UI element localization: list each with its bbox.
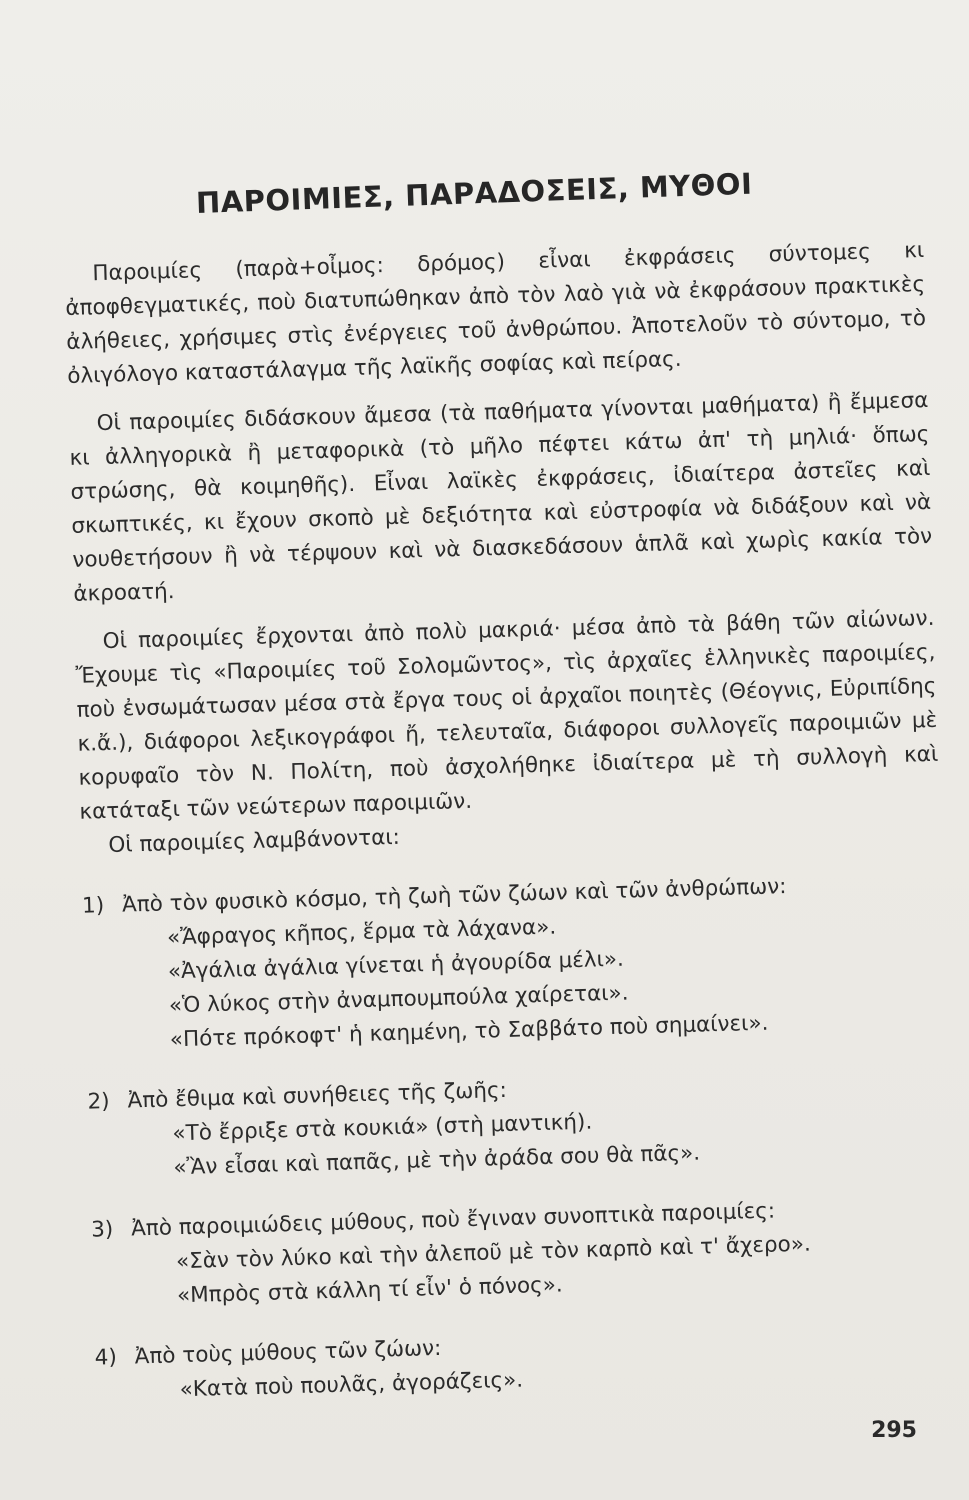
paragraph-teaching: Οἱ παροιμίες διδάσκουν ἄμεσα (τὰ παθήματα γίνονται μαθήματα) ἢ ἔμμεσα κι ἀλληγορικὰ ἢ μεταφορικὰ (τὸ μῆλο πέφτει κάτω ἀπ' τὴ μηλιά· ὅπως στρώσης, θὰ κοιμηθῆς). Εἶναι λαϊκὲς ἐκφράσεις, ἰδιαίτερα ἀστεῖες καὶ σκωπτικές, κι ἔχουν σκοπὸ μὲ δεξιότητα καὶ εὐστροφία νὰ διδάξουν καὶ νὰ νουθετήσουν ἢ νὰ τέρψουν καὶ νὰ διασκεδάσουν ἁπλᾶ καὶ χωρὶς κακία τὸν ἀκροατή.	[69, 387, 933, 607]
category-number: 2)	[87, 1089, 110, 1115]
category-heading-text: Ἀπὸ ἔθιμα καὶ συνήθειες τῆς ζωῆς:	[127, 1077, 508, 1114]
proverb-example: «Τὸ ἔρριξε στὰ κουκιά» (στὴ μαντική).	[172, 1109, 593, 1147]
proverb-example: «Ἂν εἶσαι καὶ παπᾶς, μὲ τὴν ἀράδα σου θὰ πᾶς».	[173, 1140, 701, 1181]
paragraph-definition: Παροιμίες (παρὰ+οἶμος: δρόμος) εἶναι ἐκφράσεις σύντομες κι ἀποφθεγματικές, ποὺ διατυπώθηκαν ἀπὸ τὸν λαὸ γιὰ νὰ ἐκφράσουν πρακτικὲς ἀλήθειες, χρήσιμες στὶς ἐνέργειες τοῦ ἀνθρώπου. Ἀποτελοῦν τὸ σύντομο, τὸ ὀλιγόλογο καταστάλαγμα τῆς λαϊκῆς σοφίας καὶ πείρας.	[65, 237, 927, 389]
category-number: 4)	[94, 1344, 118, 1371]
category-heading-text: Ἀπὸ παροιμιώδεις μύθους, ποὺ ἔγιναν συνοπτικὰ παροιμίες:	[130, 1198, 776, 1242]
category-heading-text: Ἀπὸ τὸν φυσικὸ κόσμο, τὴ ζωὴ τῶν ζώων καὶ τῶν ἀνθρώπων:	[121, 874, 787, 918]
page-title: ΠΑΡΟΙΜΙΕΣ, ΠΑΡΑΔΟΣΕΙΣ, ΜΥΘΟΙ	[195, 166, 753, 220]
proverb-example: «Ὁ λύκος στὴν ἀναμπουμπούλα χαίρεται».	[168, 980, 629, 1019]
list-intro: Οἱ παροιμίες λαμβάνονται:	[108, 824, 401, 858]
proverb-example: «Ἀγάλια ἀγάλια γίνεται ἡ ἀγουρίδα μέλι».	[167, 946, 625, 985]
proverb-example: «Κατὰ ποὺ πουλᾶς, ἀγοράζεις».	[179, 1367, 524, 1403]
category-number: 1)	[81, 893, 105, 919]
proverb-example: «Σὰν τὸν λύκο καὶ τὴν ἀλεποῦ μὲ τὸν καρπὸ καὶ τ' ἄχερο».	[175, 1231, 812, 1275]
body-text	[64, 234, 956, 1410]
proverb-example: «Πότε πρόκοφτ' ἡ καημένη, τὸ Σαββάτο ποὺ σημαίνει».	[169, 1010, 769, 1053]
category-heading-text: Ἀπὸ τοὺς μύθους τῶν ζώων:	[134, 1335, 442, 1370]
proverb-example: «Ἄφραγος κῆπος, ἕρμα τὰ λάχανα».	[166, 914, 557, 951]
category-number: 3)	[90, 1217, 114, 1243]
proverb-example: «Μπρὸς στὰ κάλλη τί εἶν' ὁ πόνος».	[176, 1272, 564, 1309]
page-number: 295	[871, 1418, 917, 1443]
paragraph-origins: Οἱ παροιμίες ἔρχονται ἀπὸ πολὺ μακριά· μέσα ἀπὸ τὰ βάθη τῶν αἰώνων. Ἔχουμε τὶς «Παροιμίες τοῦ Σολομῶντος», τὶς ἀρχαῖες ἑλληνικὲς παροιμίες, ποὺ ἐνσωμάτωσαν μέσα στὰ ἔργα τους οἱ ἀρχαῖοι ποιητὲς (Θέογνις, Εὐριπίδης κ.ἄ.), διάφοροι λεξικογράφοι ἤ, τελευταῖα, διάφοροι συλλογεῖς παροιμιῶν μὲ κορυφαῖο τὸν Ν. Πολίτη, ποὺ ἀσχολήθηκε ἰδιαίτερα μὲ τὴ συλλογὴ καὶ κατάταξι τῶν νεώτερων παροιμιῶν.	[75, 605, 939, 825]
